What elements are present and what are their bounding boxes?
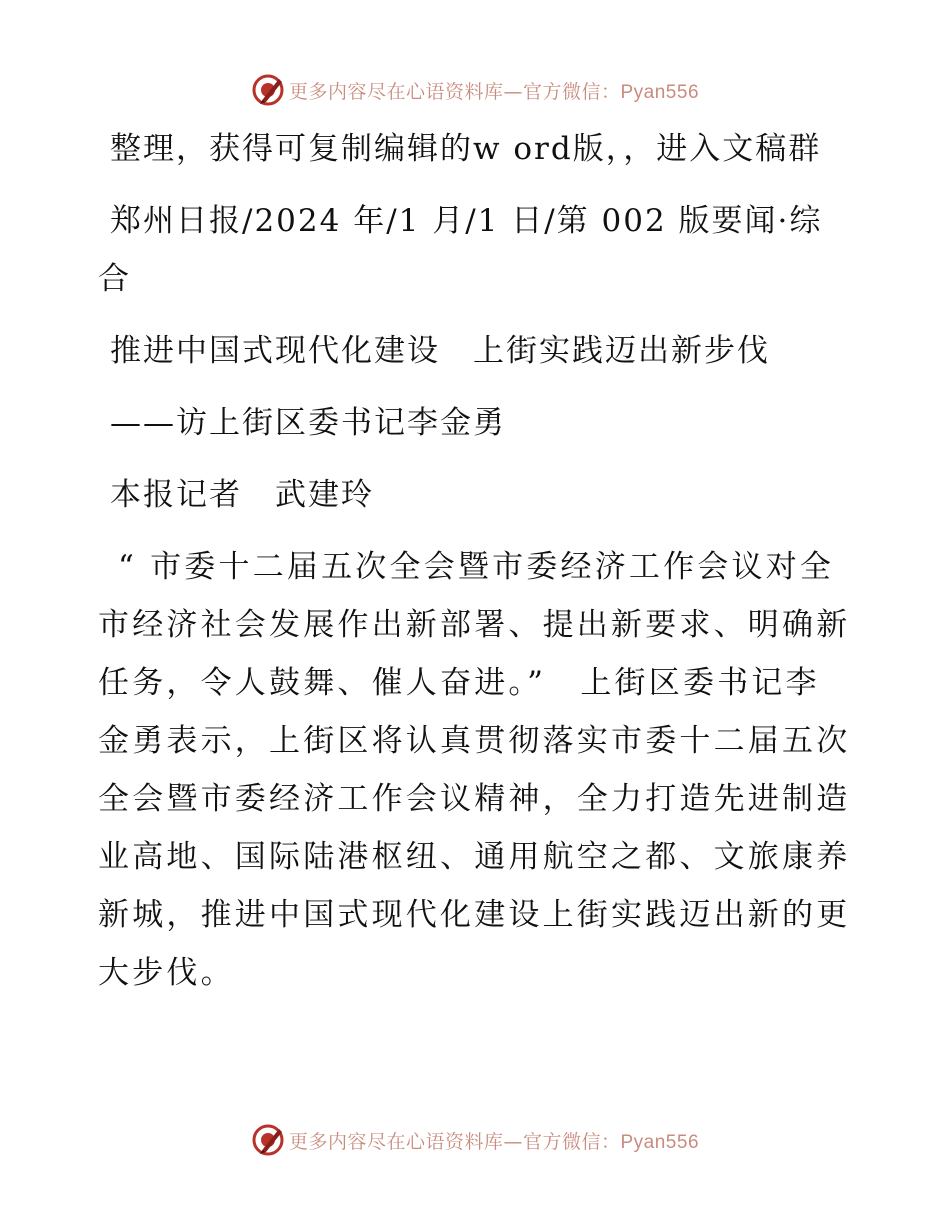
intro-paragraph: 整理，获得可复制编辑的w ord版，，进入文稿群 — [110, 131, 822, 167]
pen-logo-icon — [251, 73, 285, 107]
banner-account: Pyan556 — [620, 1131, 700, 1153]
document-body — [98, 120, 853, 1016]
banner-wechat-label: 官方微信： — [522, 1130, 621, 1153]
footer-banner — [0, 1120, 950, 1160]
banner-slogan: 更多内容尽在心语资料库 — [288, 80, 504, 103]
headline: 推进中国式现代化建设 上街实践迈出新步伐 — [110, 333, 770, 369]
banner-wechat-label: 官方微信： — [522, 80, 621, 103]
byline: 本报记者 武建玲 — [110, 477, 374, 513]
header-banner — [0, 70, 950, 110]
banner-text — [289, 77, 699, 104]
body-paragraph: “ 市委十二届五次全会暨市委经济工作会议对全市经济社会发展作出新部署、提出新要求、明确新任务，令人鼓舞、催人奋进。” 上街区委书记李金勇表示，上街区将认真贯彻落实市委十二届五次全会暨市委经济工作会议精神，全力打造先进制造业高地、国际陆港枢纽、通用航空之都、文旅康养新城，推进中国式现代化建设上街实践迈出新的更大步伐。 — [98, 549, 851, 991]
source-line: 郑州日报/2024 年/1 月/1 日/第 002 版要闻·综合 — [98, 203, 823, 297]
banner-account: Pyan556 — [620, 81, 700, 103]
banner-slogan: 更多内容尽在心语资料库 — [288, 1130, 504, 1153]
banner-text — [289, 1127, 699, 1154]
pen-logo-icon — [251, 1123, 285, 1157]
subheadline: ——访上街区委书记李金勇 — [110, 405, 506, 441]
banner-separator: — — [503, 80, 523, 103]
banner-separator: — — [503, 1130, 523, 1153]
